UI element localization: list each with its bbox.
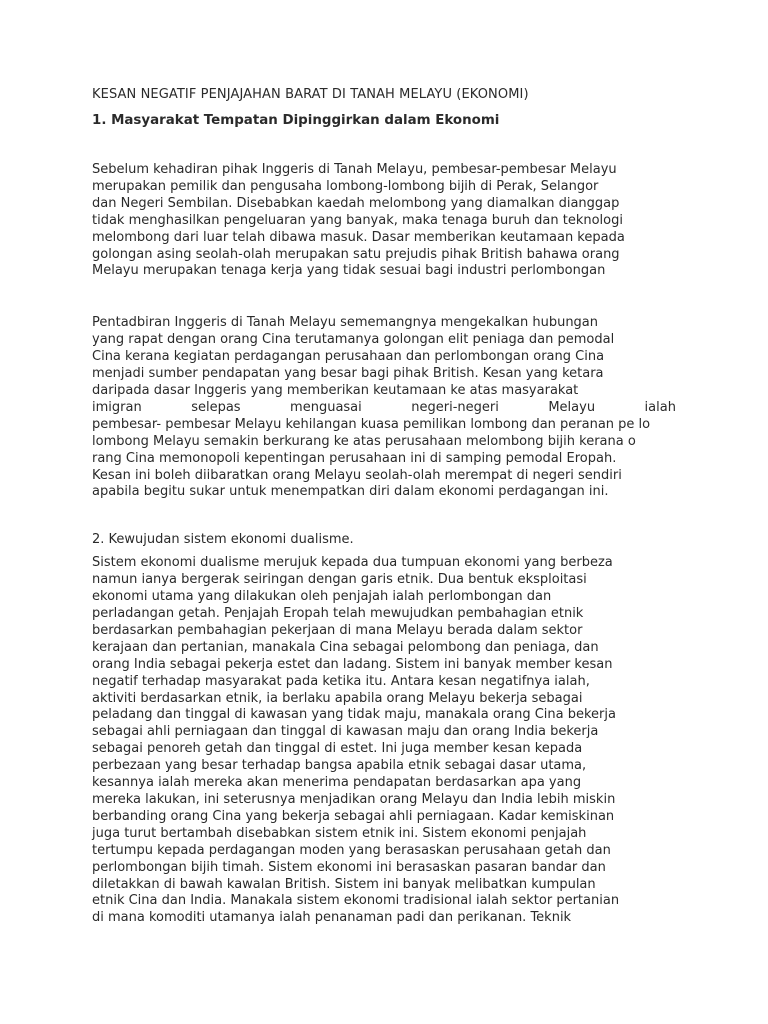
justified-word: imigran <box>92 399 142 415</box>
paragraph-line: lombong Melayu semakin berkurang ke atas perusahaan melombong bijih kerana o <box>92 433 636 449</box>
paragraph-line: Kesan ini boleh diibaratkan orang Melayu seolah-olah merempat di negeri sendiri <box>92 467 622 483</box>
paragraph-line: kerajaan dan pertanian, manakala Cina sebagai pelombong dan peniaga, dan <box>92 639 599 655</box>
document-page <box>92 86 676 927</box>
section-2-paragraph <box>92 555 676 927</box>
paragraph-line: golongan asing seolah-olah merupakan satu prejudis pihak British bahawa orang <box>92 246 620 262</box>
paragraph-line: menjadi sumber pendapatan yang besar bagi pihak British. Kesan yang ketara <box>92 366 604 382</box>
justified-word: negeri-negeri <box>411 399 499 415</box>
paragraph-line: perlombongan bijih timah. Sistem ekonomi ini berasaskan pasaran bandar dan <box>92 859 606 875</box>
paragraph-line: diletakkan di bawah kawalan British. Sistem ini banyak melibatkan kumpulan <box>92 876 596 892</box>
justified-word: menguasai <box>290 399 362 415</box>
paragraph-line: pembesar- pembesar Melayu kehilangan kuasa pemilikan lombong dan peranan pe lo <box>92 416 651 432</box>
section-2-heading: 2. Kewujudan sistem ekonomi dualisme. <box>92 532 354 548</box>
paragraph-line: Pentadbiran Inggeris di Tanah Melayu sememangnya mengekalkan hubungan <box>92 315 599 331</box>
paragraph-line: perbezaan yang besar terhadap bangsa apabila etnik sebagai dasar utama, <box>92 758 587 774</box>
paragraph-line: yang rapat dengan orang Cina terutamanya golongan elit peniaga dan pemodal <box>92 332 615 348</box>
paragraph-line: Cina kerana kegiatan perdagangan perusahaan dan perlombongan orang Cina <box>92 349 605 365</box>
paragraph-line: Sistem ekonomi dualisme merujuk kepada dua tumpuan ekonomi yang berbeza <box>92 555 613 571</box>
paragraph-line: etnik Cina dan India. Manakala sistem ekonomi tradisional ialah sektor pertanian <box>92 893 620 909</box>
paragraph-line: perladangan getah. Penjajah Eropah telah mewujudkan pembahagian etnik <box>92 606 584 622</box>
paragraph-line: berdasarkan pembahagian pekerjaan di mana Melayu berada dalam sektor <box>92 622 583 638</box>
paragraph-line: Melayu merupakan tenaga kerja yang tidak sesuai bagi industri perlombongan <box>92 263 606 279</box>
paragraph-line: ekonomi utama yang dilakukan oleh penjajah ialah perlombongan dan <box>92 589 552 605</box>
paragraph-line: apabila begitu sukar untuk menempatkan diri dalam ekonomi perdagangan ini. <box>92 484 609 500</box>
justified-word: ialah <box>644 399 676 415</box>
section-1-paragraph-2 <box>92 315 676 501</box>
paragraph-line: berbanding orang Cina yang bekerja sebagai ahli perniagaan. Kadar kemiskinan <box>92 808 615 824</box>
paragraph-line: orang India sebagai pekerja estet dan ladang. Sistem ini banyak member kesan <box>92 656 613 672</box>
section-1-paragraph-1 <box>92 162 676 280</box>
paragraph-line: peladang dan tinggal di kawasan yang tidak maju, manakala orang Cina bekerja <box>92 707 616 723</box>
document-title: KESAN NEGATIF PENJAJAHAN BARAT DI TANAH MELAYU (EKONOMI) <box>92 87 529 102</box>
paragraph-line: tidak menghasilkan pengeluaran yang banyak, maka tenaga buruh dan teknologi <box>92 212 623 228</box>
paragraph-line: tertumpu kepada perdagangan moden yang berasaskan perusahaan getah dan <box>92 842 611 858</box>
paragraph-line: juga turut bertambah disebabkan sistem etnik ini. Sistem ekonomi penjajah <box>92 825 587 841</box>
justified-word: selepas <box>191 399 241 415</box>
paragraph-line: negatif terhadap masyarakat pada ketika itu. Antara kesan negatifnya ialah, <box>92 673 590 689</box>
paragraph-line: Sebelum kehadiran pihak Inggeris di Tanah Melayu, pembesar-pembesar Melayu <box>92 162 617 177</box>
justified-word: Melayu <box>548 399 596 415</box>
paragraph-line: melombong dari luar telah dibawa masuk. Dasar memberikan keutamaan kepada <box>92 229 625 245</box>
paragraph-line: merupakan pemilik dan pengusaha lombong-lombong bijih di Perak, Selangor <box>92 178 599 194</box>
paragraph-line: namun ianya bergerak seiringan dengan garis etnik. Dua bentuk eksploitasi <box>92 572 587 588</box>
paragraph-line: sebagai penoreh getah dan tinggal di estet. Ini juga member kesan kepada <box>92 741 583 757</box>
paragraph-line: kesannya ialah mereka akan menerima pendapatan berdasarkan apa yang <box>92 775 582 791</box>
paragraph-line: rang Cina memonopoli kepentingan perusahaan ini di samping pemodal Eropah. <box>92 450 617 466</box>
justified-line <box>92 400 676 417</box>
paragraph-line: dan Negeri Sembilan. Disebabkan kaedah melombong yang diamalkan dianggap <box>92 195 620 211</box>
paragraph-line: daripada dasar Inggeris yang memberikan keutamaan ke atas masyarakat <box>92 382 579 398</box>
paragraph-line: aktiviti berdasarkan etnik, ia berlaku apabila orang Melayu bekerja sebagai <box>92 690 583 706</box>
paragraph-line: sebagai ahli perniagaan dan tinggal di kawasan maju dan orang India bekerja <box>92 724 599 740</box>
paragraph-line: mereka lakukan, ini seterusnya menjadikan orang Melayu dan India lebih miskin <box>92 792 616 807</box>
paragraph-line: di mana komoditi utamanya ialah penanaman padi dan perikanan. Teknik <box>92 910 572 926</box>
section-1-heading: 1. Masyarakat Tempatan Dipinggirkan dalam Ekonomi <box>92 113 500 128</box>
